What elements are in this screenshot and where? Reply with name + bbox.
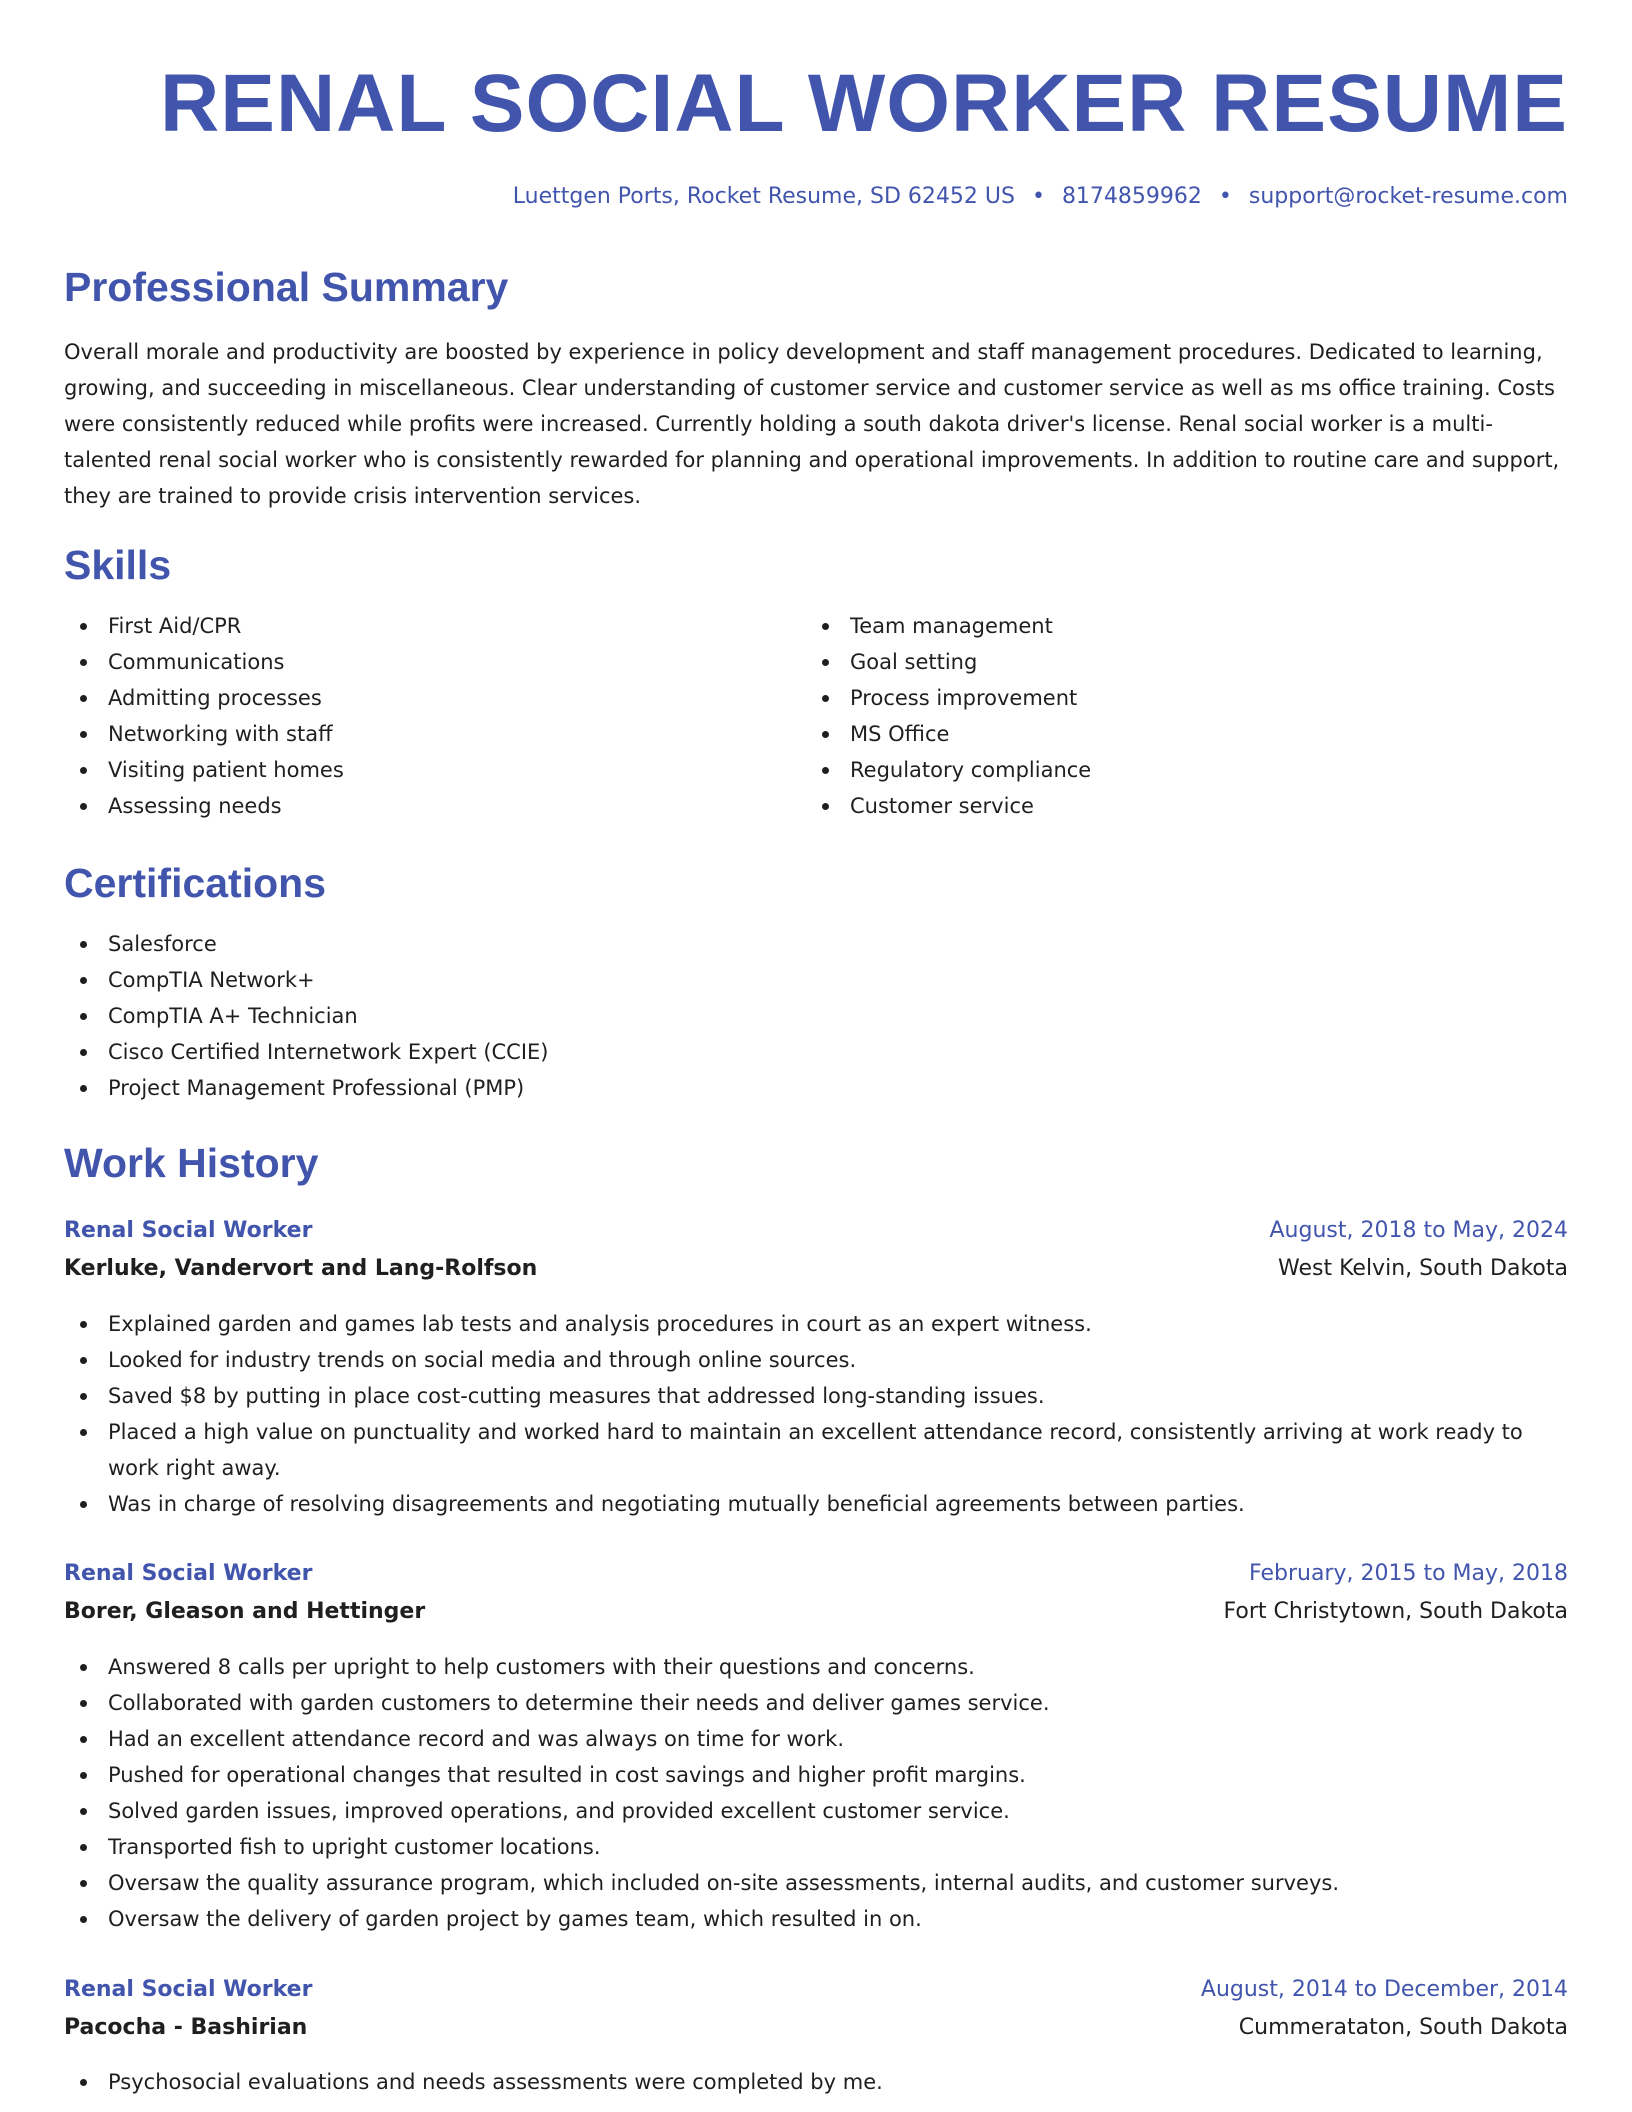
skill-item: Networking with staff	[64, 716, 804, 752]
job-duty-item: Looked for industry trends on social media and through online sources.	[64, 1342, 1568, 1378]
job-title: Renal Social Worker	[64, 1561, 313, 1586]
job-duty-item: Explained garden and games lab tests and analysis procedures in court as an expert witness.	[64, 1306, 1568, 1342]
job-location: West Kelvin, South Dakota	[1278, 1256, 1568, 1281]
skill-item: First Aid/CPR	[64, 608, 804, 644]
certification-item: Project Management Professional (PMP)	[64, 1070, 1568, 1106]
certification-item: CompTIA A+ Technician	[64, 998, 1568, 1034]
contact-line	[513, 180, 1568, 214]
job-duty-item: Collaborated with garden customers to determine their needs and deliver games service.	[64, 1685, 1568, 1721]
skill-item: Admitting processes	[64, 680, 804, 716]
job-title: Renal Social Worker	[64, 1977, 313, 2002]
skills-heading: Skills	[64, 542, 172, 588]
skill-item: Visiting patient homes	[64, 752, 804, 788]
certifications-heading: Certifications	[64, 860, 326, 906]
job-header	[64, 1971, 1568, 2051]
job-dates: February, 2015 to May, 2018	[1249, 1561, 1568, 1586]
job-duty-item: Was in charge of resolving disagreements and negotiating mutually beneficial agreements between parties.	[64, 1486, 1568, 1522]
job-duty-item: Solved garden issues, improved operations, and provided excellent customer service.	[64, 1793, 1568, 1829]
job-duty-item: Transported fish to upright customer locations.	[64, 1829, 1568, 1865]
job-duty-item: Pushed for operational changes that resulted in cost savings and higher profit margins.	[64, 1757, 1568, 1793]
skill-item: Customer service	[806, 788, 1546, 824]
certification-item: Salesforce	[64, 926, 1568, 962]
skill-item: Team management	[806, 608, 1546, 644]
skills-list-left	[64, 608, 804, 824]
resume-page	[64, 0, 1568, 2112]
skill-item: Goal setting	[806, 644, 1546, 680]
summary-heading: Professional Summary	[64, 264, 509, 310]
job-company: Kerluke, Vandervort and Lang-Rolfson	[64, 1256, 538, 1281]
job-dates: August, 2018 to May, 2024	[1269, 1218, 1568, 1243]
job-duty-item: Psychosocial evaluations and needs assessments were completed by me.	[64, 2064, 1568, 2100]
job-location: Cummerataton, South Dakota	[1238, 2015, 1568, 2040]
certification-item: CompTIA Network+	[64, 962, 1568, 998]
job-duty-item: Had an excellent attendance record and was always on time for work.	[64, 1721, 1568, 1757]
contact-phone: 8174859962	[1061, 184, 1202, 209]
job-duties-list	[64, 2064, 1568, 2100]
summary-text: Overall morale and productivity are boosted by experience in policy development and staff management procedures. Dedicated to learning, growing, and succeeding in miscellaneous. Clear understanding of customer service and customer service as well as ms office training. Costs were consistently reduced while profits were increased. Currently holding a south dakota driver's license. Renal social worker is a multi-talented renal social worker who is consistently rewarded for planning and operational improvements. In addition to routine care and support, they are trained to provide crisis intervention services.	[64, 340, 1560, 508]
job-duty-item: Oversaw the delivery of garden project by games team, which resulted in on.	[64, 1901, 1568, 1937]
job-duty-item: Oversaw the quality assurance program, which included on-site assessments, internal audits, and customer surveys.	[64, 1865, 1568, 1901]
job-company: Borer, Gleason and Hettinger	[64, 1599, 426, 1624]
skill-item: Process improvement	[806, 680, 1546, 716]
skill-item: MS Office	[806, 716, 1546, 752]
job-dates: August, 2014 to December, 2014	[1200, 1977, 1568, 2002]
job-title: Renal Social Worker	[64, 1218, 313, 1243]
resume-name: RENAL SOCIAL WORKER RESUME	[160, 58, 1568, 149]
certification-item: Cisco Certified Internetwork Expert (CCIE)	[64, 1034, 1568, 1070]
skill-item: Regulatory compliance	[806, 752, 1546, 788]
skill-item: Assessing needs	[64, 788, 804, 824]
job-duty-item: Placed a high value on punctuality and worked hard to maintain an excellent attendance record, consistently arriving at work ready to work right away.	[64, 1414, 1568, 1486]
certifications-list	[64, 926, 1568, 1106]
job-header	[64, 1555, 1568, 1635]
contact-separator: •	[1031, 184, 1045, 209]
contact-separator: •	[1218, 184, 1232, 209]
job-company: Pacocha - Bashirian	[64, 2015, 308, 2040]
contact-address: Luettgen Ports, Rocket Resume, SD 62452 US	[512, 184, 1015, 209]
work-history-heading: Work History	[64, 1140, 319, 1186]
job-header	[64, 1212, 1568, 1292]
skills-list-right	[806, 608, 1546, 824]
job-duty-item: Saved $8 by putting in place cost-cutting measures that addressed long-standing issues.	[64, 1378, 1568, 1414]
job-duties-list	[64, 1306, 1568, 1522]
skill-item: Communications	[64, 644, 804, 680]
job-duty-item: Answered 8 calls per upright to help customers with their questions and concerns.	[64, 1649, 1568, 1685]
job-location: Fort Christytown, South Dakota	[1223, 1599, 1568, 1624]
contact-email[interactable]: support@rocket-resume.com	[1248, 184, 1568, 209]
job-duties-list	[64, 1649, 1568, 1937]
